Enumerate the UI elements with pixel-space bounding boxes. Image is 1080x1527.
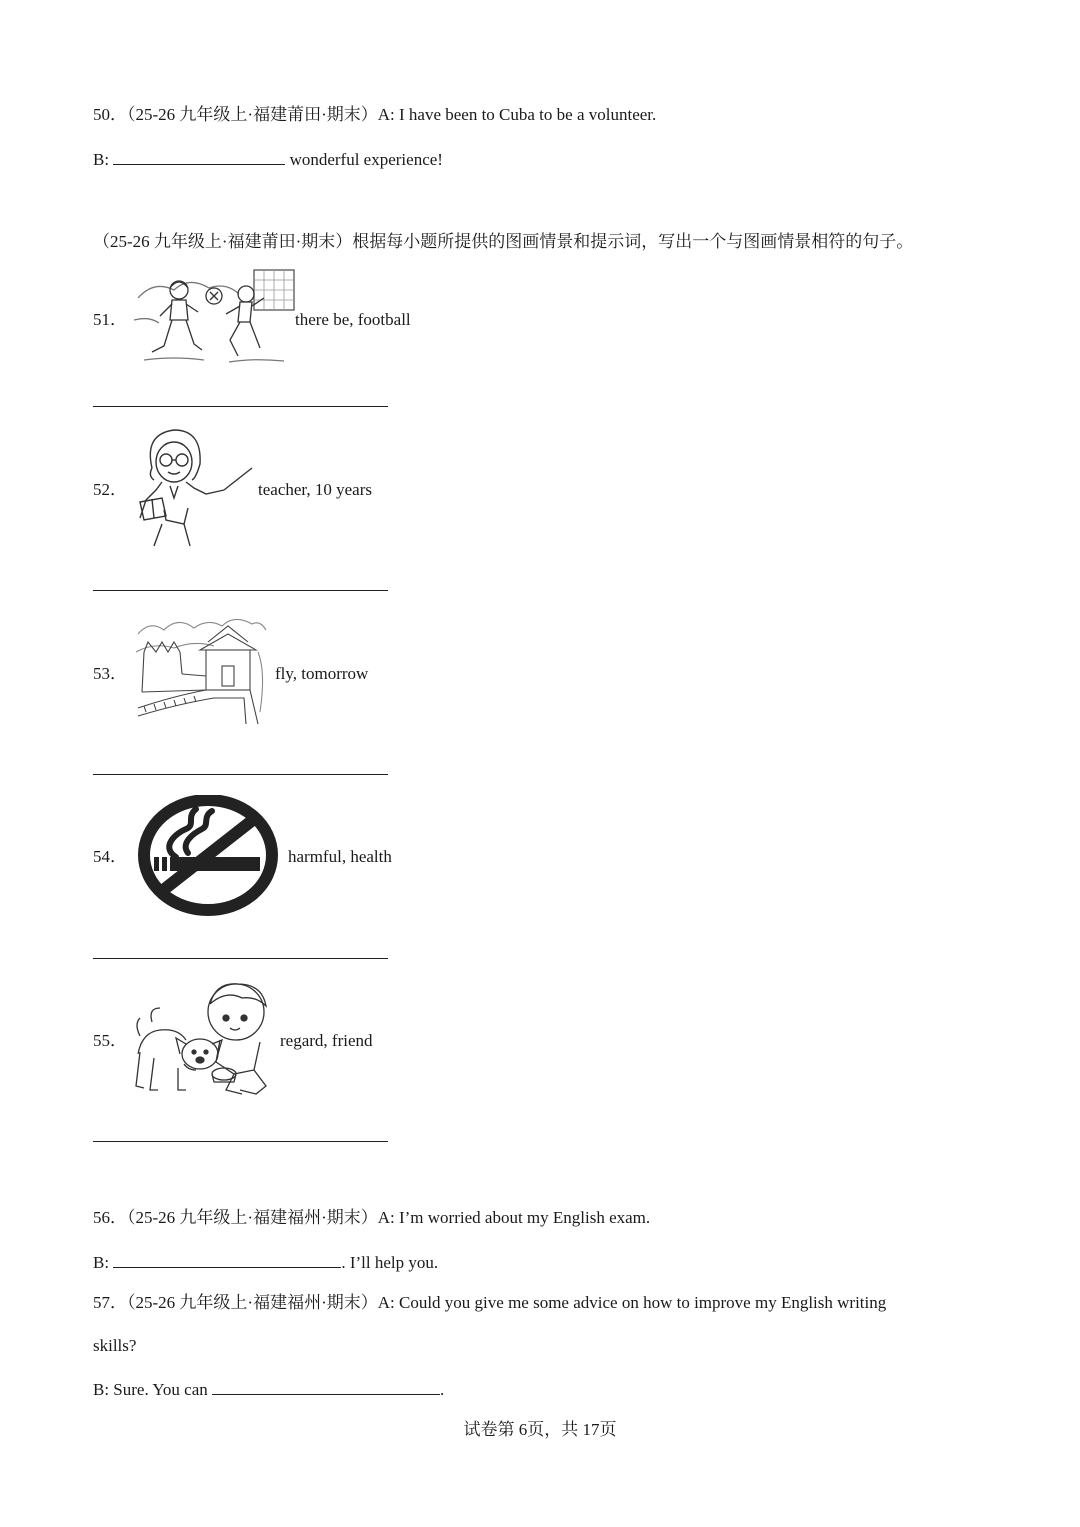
question-number: 56．: [93, 1208, 127, 1227]
question-52-hint: teacher, 10 years: [258, 480, 373, 499]
question-52-number: 52．: [93, 480, 127, 499]
question-51-number: 51．: [93, 310, 127, 329]
question-57-line-a-continued: skills?: [93, 1336, 137, 1355]
question-53-number: 53．: [93, 664, 127, 683]
question-50-b-line: [93, 148, 443, 170]
question-55-answer-line[interactable]: [93, 1141, 388, 1142]
dialogue-line-a: A: I’m worried about my English exam.: [377, 1208, 651, 1227]
question-53-hint: fly, tomorrow: [275, 664, 369, 683]
page-footer: 试卷第 6页，共 17页: [463, 1420, 617, 1439]
boy-feeding-dog-image: [134, 978, 276, 1102]
dialogue-line-a: A: Could you give me some advice on how to improve my English writing: [377, 1293, 887, 1312]
speaker-b-label: B:: [93, 1253, 114, 1272]
question-51-answer-line[interactable]: [93, 406, 388, 407]
speaker-b-label: B: Sure. You can: [93, 1380, 213, 1399]
question-number: 50．: [93, 105, 127, 124]
question-55-number: 55．: [93, 1031, 127, 1050]
question-51-hint: there be, football: [295, 310, 411, 329]
question-56: [93, 1208, 650, 1228]
answer-blank[interactable]: [212, 1378, 440, 1395]
question-56-b-line: [93, 1251, 438, 1273]
question-54-hint: harmful, health: [288, 847, 392, 866]
no-smoking-sign-image: [136, 795, 280, 917]
question-source: （25-26 九年级上·福建福州·期末）: [127, 1293, 378, 1312]
question-50: [93, 105, 656, 125]
question-53-answer-line[interactable]: [93, 774, 388, 775]
dialogue-line-b-suffix: . I’ll help you.: [341, 1253, 439, 1272]
kids-playing-football-image: [134, 268, 296, 366]
speaker-b-label: B:: [93, 150, 114, 169]
question-54-number: 54．: [93, 847, 127, 866]
question-57: [93, 1293, 886, 1313]
question-number: 57．: [93, 1293, 127, 1312]
question-57-b-line: [93, 1378, 444, 1400]
answer-blank[interactable]: [113, 148, 285, 165]
dialogue-line-b-suffix: .: [440, 1380, 445, 1399]
dialogue-line-b-suffix: wonderful experience!: [285, 150, 443, 169]
great-wall-image: [134, 612, 268, 726]
question-source: （25-26 九年级上·福建莆田·期末）: [127, 105, 378, 124]
question-55-hint: regard, friend: [280, 1031, 373, 1050]
answer-blank[interactable]: [113, 1251, 341, 1268]
question-54-answer-line[interactable]: [93, 958, 388, 959]
question-source: （25-26 九年级上·福建福州·期末）: [127, 1208, 378, 1227]
teacher-with-pointer-image: [134, 424, 254, 548]
section-instruction: （25-26 九年级上·福建莆田·期末）根据每小题所提供的图画情景和提示词，写出一个与图画情景相符的句子。: [93, 232, 914, 251]
question-52-answer-line[interactable]: [93, 590, 388, 591]
dialogue-line-a: A: I have been to Cuba to be a volunteer.: [377, 105, 657, 124]
